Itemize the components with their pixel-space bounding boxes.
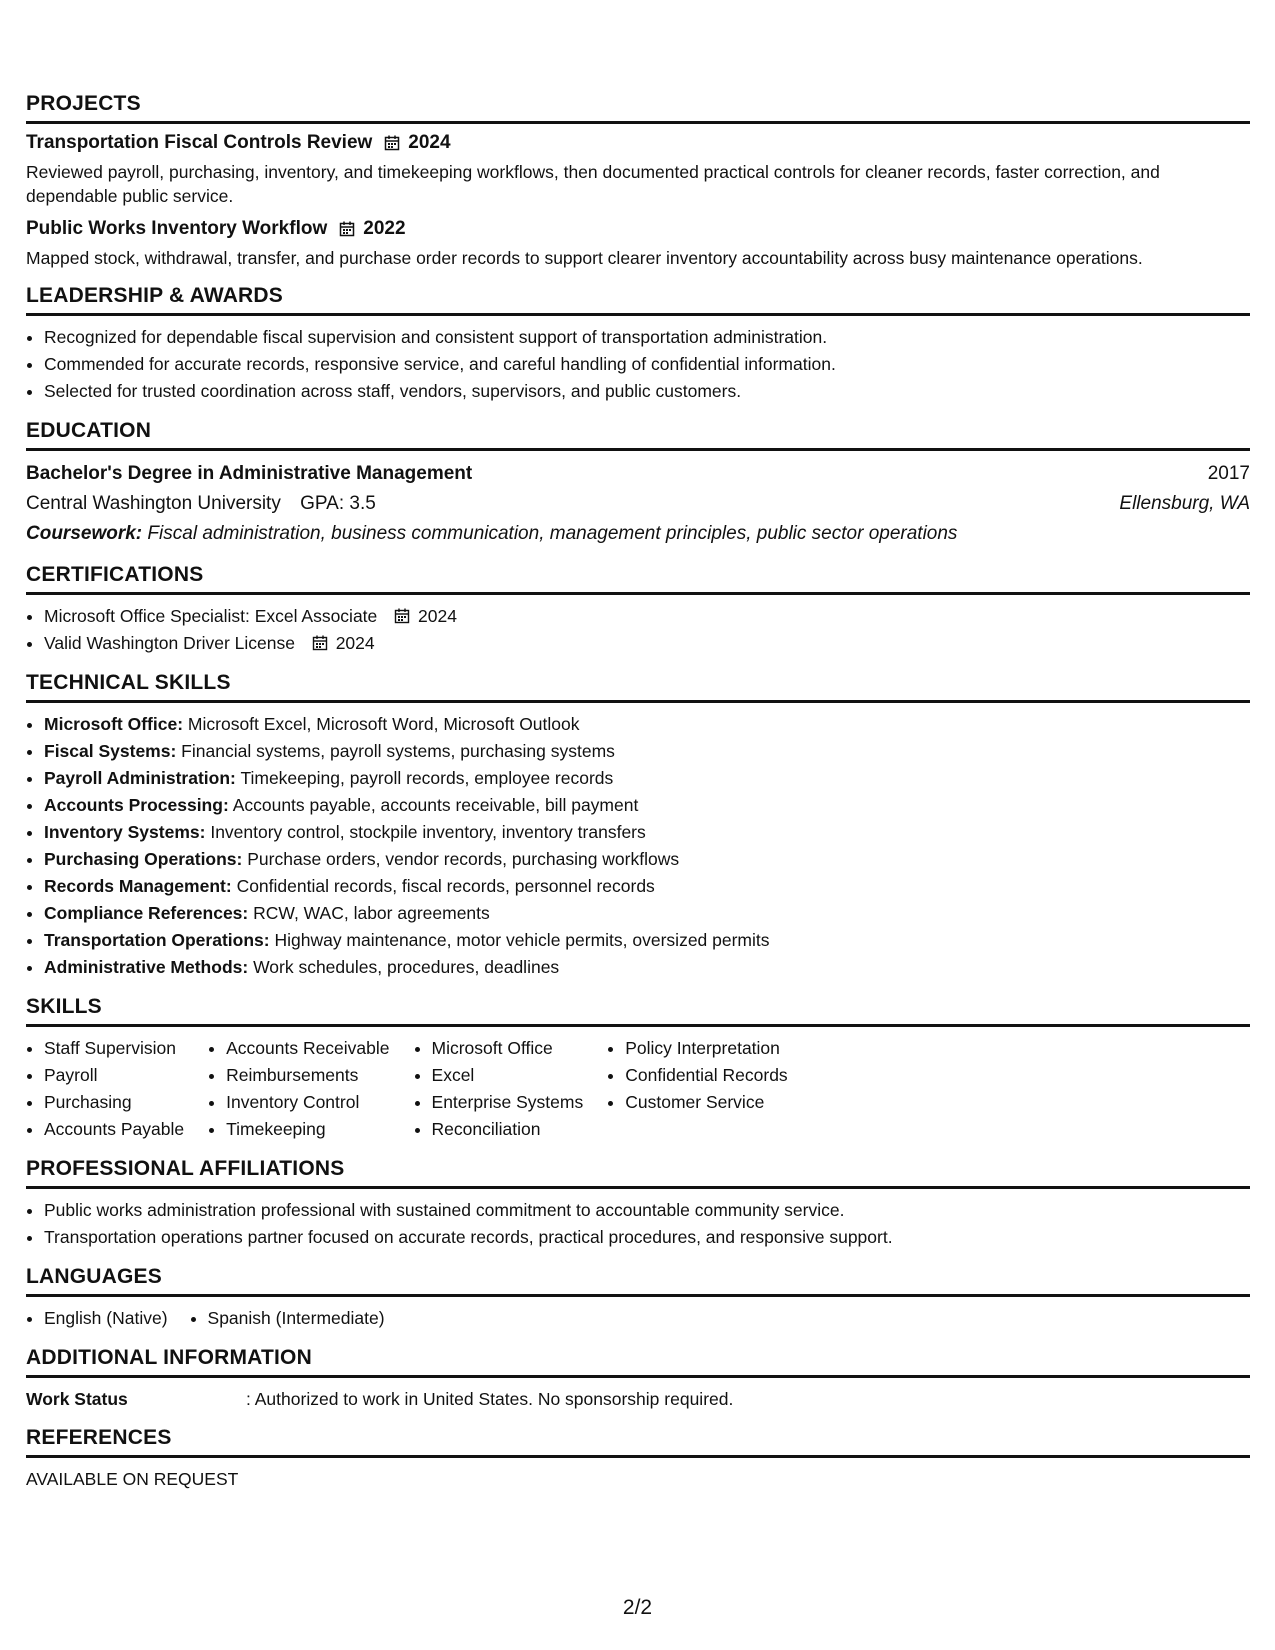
skill-values: Confidential records, fiscal records, personnel records (236, 876, 655, 896)
skill-values: Financial systems, payroll systems, purchasing systems (181, 741, 615, 761)
project-year: 2024 (408, 132, 451, 153)
certification-name: Valid Washington Driver License (44, 633, 295, 653)
certification-year: 2024 (418, 606, 457, 626)
list-item: • Commended for accurate records, responsive service, and careful handling of confidential information. (44, 351, 1250, 378)
additional-info-heading: ADDITIONAL INFORMATION (26, 1346, 1250, 1378)
list-item (44, 630, 1250, 657)
language-item: • Spanish (Intermediate) (208, 1305, 385, 1332)
skill-values: Purchase orders, vendor records, purchasing workflows (247, 849, 680, 869)
skill-category: Microsoft Office: (44, 714, 184, 734)
list-item: • Public works administration professional with sustained commitment to accountable community service. (44, 1197, 1250, 1224)
resume-page-2 (26, 92, 1250, 1506)
leadership-heading: LEADERSHIP & AWARDS (26, 284, 1250, 316)
certification-year: 2024 (335, 633, 375, 653)
affiliations-section (26, 1157, 1250, 1251)
work-status-label: Work Status (26, 1389, 128, 1409)
list-item: • Customer Service (625, 1089, 787, 1116)
references-heading: REFERENCES (26, 1426, 1250, 1458)
skill-values: Timekeeping, payroll records, employee records (240, 768, 614, 788)
list-item: • Selected for trusted coordination across staff, vendors, supervisors, and public customers. (44, 378, 1250, 405)
list-item (44, 603, 1250, 630)
skill-values: Work schedules, procedures, deadlines (253, 957, 560, 977)
coursework-text: Fiscal administration, business communication, management principles, public sector operations (147, 523, 958, 544)
projects-section (26, 92, 1250, 270)
skills-section (26, 995, 1250, 1143)
skill-category: Fiscal Systems: (44, 741, 177, 761)
skill-values: RCW, WAC, labor agreements (253, 903, 490, 923)
list-item (44, 765, 1250, 792)
degree-name: Bachelor's Degree in Administrative Management (26, 463, 473, 484)
coursework (26, 519, 1250, 549)
coursework-label: Coursework: (26, 523, 143, 544)
languages-section (26, 1265, 1250, 1332)
technical-skills-section (26, 671, 1250, 981)
project-item (26, 218, 1250, 270)
list-item: • Excel (432, 1062, 584, 1089)
skill-category: Compliance References: (44, 903, 249, 923)
list-item (44, 927, 1250, 954)
list-item: • Accounts Receivable (226, 1035, 389, 1062)
skill-values: Microsoft Excel, Microsoft Word, Microsoft Outlook (187, 714, 580, 734)
skills-column (208, 1035, 389, 1143)
page-number: 2/2 (622, 1596, 653, 1619)
list-item (44, 738, 1250, 765)
project-name: Public Works Inventory Workflow (26, 218, 328, 239)
references-section (26, 1426, 1250, 1492)
references-text: AVAILABLE ON REQUEST (26, 1469, 239, 1489)
projects-heading: PROJECTS (26, 92, 1250, 124)
leadership-section (26, 284, 1250, 405)
project-item (26, 132, 1250, 208)
school-location: Ellensburg, WA (1119, 493, 1250, 514)
technical-skills-heading: TECHNICAL SKILLS (26, 671, 1250, 703)
list-item: • Payroll (44, 1062, 184, 1089)
skill-category: Administrative Methods: (44, 957, 249, 977)
list-item: • Confidential Records (625, 1062, 787, 1089)
certifications-heading: CERTIFICATIONS (26, 563, 1250, 595)
school-name: Central Washington University (26, 493, 281, 514)
languages-heading: LANGUAGES (26, 1265, 1250, 1297)
project-name: Transportation Fiscal Controls Review (26, 132, 373, 153)
skill-category: Inventory Systems: (44, 822, 206, 842)
list-item (44, 846, 1250, 873)
education-section (26, 419, 1250, 549)
list-item (44, 954, 1250, 981)
skill-values: Highway maintenance, motor vehicle permits, oversized permits (274, 930, 770, 950)
additional-info-section (26, 1346, 1250, 1412)
list-item (44, 819, 1250, 846)
skills-column (414, 1035, 584, 1143)
certification-name: Microsoft Office Specialist: Excel Associate (44, 606, 378, 626)
list-item: • Timekeeping (226, 1116, 389, 1143)
list-item (44, 711, 1250, 738)
skills-heading: SKILLS (26, 995, 1250, 1027)
skill-category: Records Management: (44, 876, 232, 896)
language-item: • English (Native) (44, 1305, 168, 1332)
list-item: • Policy Interpretation (625, 1035, 787, 1062)
skills-column (26, 1035, 184, 1143)
gpa: GPA: 3.5 (300, 493, 376, 514)
list-item: • Accounts Payable (44, 1116, 184, 1143)
skill-category: Payroll Administration: (44, 768, 236, 788)
skill-category: Accounts Processing: (44, 795, 229, 815)
list-item: • Enterprise Systems (432, 1089, 584, 1116)
graduation-year: 2017 (1207, 463, 1250, 484)
skills-column (607, 1035, 787, 1143)
skill-values: Accounts payable, accounts receivable, bill payment (232, 795, 639, 815)
affiliations-heading: PROFESSIONAL AFFILIATIONS (26, 1157, 1250, 1189)
list-item: • Reimbursements (226, 1062, 389, 1089)
list-item: • Staff Supervision (44, 1035, 184, 1062)
work-status-value: : Authorized to work in United States. No sponsorship required. (246, 1389, 734, 1409)
project-description: Mapped stock, withdrawal, transfer, and purchase order records to support clearer inventory accountability across busy maintenance operations. (26, 248, 1143, 268)
project-description: Reviewed payroll, purchasing, inventory, and timekeeping workflows, then documented practical controls for cleaner records, faster correction, and dependable public service. (26, 162, 1160, 206)
list-item: • Transportation operations partner focused on accurate records, practical procedures, and responsive support. (44, 1224, 1250, 1251)
list-item (44, 792, 1250, 819)
list-item: • Reconciliation (432, 1116, 584, 1143)
calendar-icon (312, 632, 328, 648)
list-item (44, 873, 1250, 900)
list-item: • Recognized for dependable fiscal supervision and consistent support of transportation administration. (44, 324, 1250, 351)
project-year: 2022 (363, 218, 406, 239)
list-item: • Microsoft Office (432, 1035, 584, 1062)
list-item: • Purchasing (44, 1089, 184, 1116)
education-heading: EDUCATION (26, 419, 1250, 451)
calendar-icon (339, 221, 355, 237)
calendar-icon (384, 135, 400, 151)
skill-category: Purchasing Operations: (44, 849, 243, 869)
skill-category: Transportation Operations: (44, 930, 270, 950)
calendar-icon (394, 605, 410, 621)
list-item: • Inventory Control (226, 1089, 389, 1116)
skill-values: Inventory control, stockpile inventory, inventory transfers (210, 822, 646, 842)
list-item (44, 900, 1250, 927)
certifications-section (26, 563, 1250, 657)
